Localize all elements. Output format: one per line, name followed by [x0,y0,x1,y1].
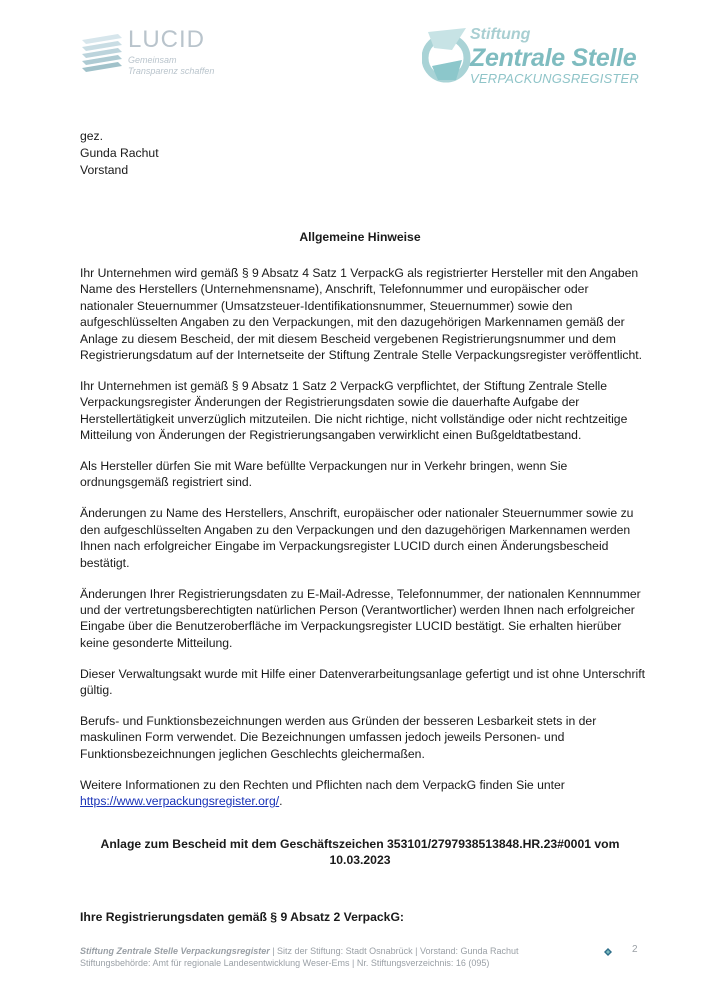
page-footer [80,945,560,969]
page-number: 2 [632,944,638,955]
annex-line2: 10.03.2023 [329,853,391,867]
info-text: Weitere Informationen zu den Rechten und Pflichten nach dem VerpackG finden Sie unter [80,777,565,792]
lucid-logo [80,28,230,78]
footer-line1-rest: | Sitz der Stiftung: Stadt Osnabrück | Vorstand: Gunda Rachut [269,946,519,956]
annex-heading [80,836,640,868]
signature-block [80,128,159,179]
zsvr-line3: VERPACKUNGSREGISTER [470,71,639,86]
zsvr-emblem-icon [422,26,472,84]
paragraph: Änderungen Ihrer Registrierungsdaten zu E-Mail-Adresse, Telefonnummer, der nationalen Kennnummer und der vertretungsberechtigten natürlichen Person (Verantwortlicher) werden Ihnen nach erfolgreicher Eingabe über die Benutzeroberfläche im Verpackungsregister LUCID bestätigt. Sie erhalten hierüber keine gesonderte Mitteilung. [80,586,641,650]
paragraph: Dieser Verwaltungsakt wurde mit Hilfe einer Datenverarbeitungsanlage gefertigt und ist ohne Unterschrift gültig. [80,666,645,698]
footer-line1 [80,945,560,957]
lucid-tagline [128,55,238,77]
paragraph: Ihr Unternehmen wird gemäß § 9 Absatz 4 Satz 1 VerpackG als registrierter Hersteller mit den Angaben Name des Herstellers (Unternehmensname), Anschrift, Telefonnummer und europäischer oder nationaler Steuernummer (Umsatzsteuer-Identifikationsnummer, Steuernummer) sowie den aufgeschlüsselten Angaben zu den Verpackungen, mit den dazugehörigen Markennamen gemäß der Anlage zu diesem Bescheid, der mit diesem Bescheid vergebenen Registrierungsnummer und dem Registrierungsdatum auf der Internetseite der Stiftung Zentrale Stelle Verpackungsregister veröffentlicht. [80,266,643,363]
footer-line2: Stiftungsbehörde: Amt für regionale Landesentwicklung Weser-Ems | Nr. Stiftungsverzeichnis: 16 (095) [80,958,490,968]
body-text [80,265,645,824]
footer-logo-icon [603,947,613,957]
website-link[interactable]: https://www.verpackungsregister.org/ [80,794,280,809]
zsvr-logo [422,26,652,88]
lucid-title: LUCID [128,26,206,53]
zsvr-line1: Stiftung [470,26,531,43]
lucid-tagline-line2: Transparenz schaffen [128,66,215,76]
section-heading: Allgemeine Hinweise [299,230,421,244]
paragraph: Ihr Unternehmen ist gemäß § 9 Absatz 1 Satz 2 VerpackG verpflichtet, der Stiftung Zentrale Stelle Verpackungsregister Änderungen der Registrierungsdaten sowie die dauerhafte Aufgabe der Herstellertätigkeit unverzüglich mitzuteilen. Die nicht richtige, nicht vollständige oder nicht rechtzeitige Mitteilung von Änderungen der Registrierungsangaben verwirklicht einen Bußgeldtatbestand. [80,378,628,443]
footer-org: Stiftung Zentrale Stelle Verpackungsregister [80,946,270,956]
registration-heading: Ihre Registrierungsdaten gemäß § 9 Absatz 2 VerpackG: [80,910,404,924]
zsvr-line2: Zentrale Stelle [470,44,637,72]
info-suffix: . [279,794,283,809]
lucid-stack-icon [80,30,124,74]
annex-line1: Anlage zum Bescheid mit dem Geschäftszeichen 353101/2797938513848.HR.23#0001 vom [100,837,620,851]
info-paragraph [80,777,645,810]
signature-role: Vorstand [80,163,129,177]
paragraph: Berufs- und Funktionsbezeichnungen werden aus Gründen der besseren Lesbarkeit stets in der maskulinen Form verwendet. Die Bezeichnungen umfassen jedoch jeweils Personen- und Funktionsbezeichnungen jeglichen Geschlechts gleichermaßen. [80,713,597,761]
signature-prefix: gez. [80,129,104,143]
paragraph: Änderungen zu Name des Herstellers, Anschrift, europäischer oder nationaler Steuernummer sowie zu den aufgeschlüsselten Angaben zu den Verpackungen und den dazugehörigen Markennamen werden Ihnen nach erfolgreicher Eingabe im Verpackungsregister LUCID durch einen Änderungsbescheid bestätigt. [80,506,634,570]
signature-name: Gunda Rachut [80,146,159,160]
lucid-tagline-line1: Gemeinsam [128,55,177,65]
paragraph: Als Hersteller dürfen Sie mit Ware befüllte Verpackungen nur in Verkehr bringen, wenn Sie ordnungsgemäß registriert sind. [80,459,568,490]
